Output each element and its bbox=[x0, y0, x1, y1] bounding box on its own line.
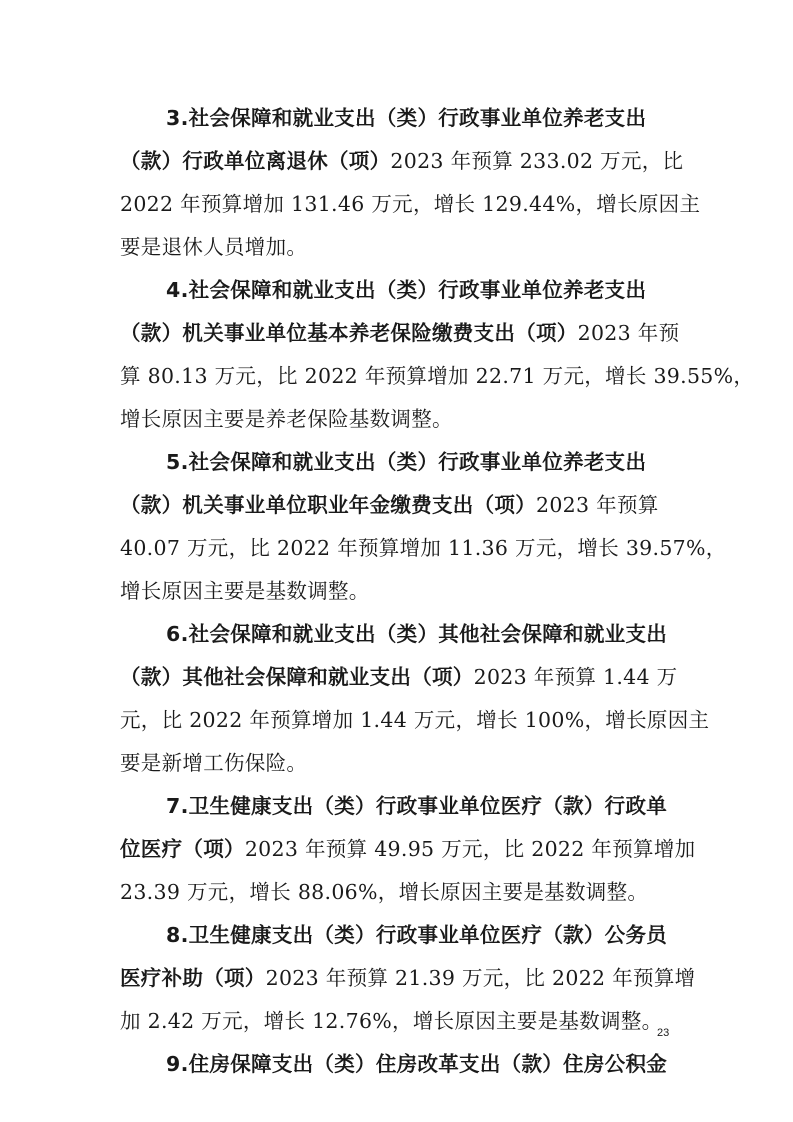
heading-text: 9.住房保障支出（类）住房改革支出（款）住房公积金 bbox=[166, 1052, 668, 1076]
body-text: 2023 年预算 1.44 万 bbox=[473, 665, 678, 689]
body-text: 元，比 2022 年预算增加 1.44 万元，增长 100%，增长原因主 bbox=[120, 708, 710, 732]
heading-text: 7.卫生健康支出（类）行政事业单位医疗（款）行政单 bbox=[166, 794, 668, 818]
body-text: 增长原因主要是基数调整。 bbox=[120, 579, 370, 603]
body-text: 增长原因主要是养老保险基数调整。 bbox=[120, 407, 453, 431]
heading-text: 4.社会保障和就业支出（类）行政事业单位养老支出 bbox=[166, 278, 647, 302]
heading-text: 3.社会保障和就业支出（类）行政事业单位养老支出 bbox=[166, 106, 647, 130]
heading-text: 医疗补助（项） bbox=[120, 966, 266, 990]
body-text: 要是退休人员增加。 bbox=[120, 235, 308, 259]
body-text: 2023 年预算 21.39 万元，比 2022 年预算增 bbox=[265, 966, 696, 990]
body-text: 2023 年预算 49.95 万元，比 2022 年预算增加 bbox=[244, 837, 696, 861]
heading-text: （款）行政单位离退休（项） bbox=[120, 149, 391, 173]
body-text: 23.39 万元，增长 88.06%，增长原因主要是基数调整。 bbox=[120, 880, 649, 904]
body-text: 要是新增工伤保险。 bbox=[120, 751, 308, 775]
body-text: 算 80.13 万元，比 2022 年预算增加 22.71 万元，增长 39.55%， bbox=[120, 364, 755, 388]
heading-text: （款）机关事业单位基本养老保险缴费支出（项） bbox=[120, 321, 578, 345]
heading-text: 8.卫生健康支出（类）行政事业单位医疗（款）公务员 bbox=[166, 923, 668, 947]
heading-text: 5.社会保障和就业支出（类）行政事业单位养老支出 bbox=[166, 450, 647, 474]
body-text: 加 2.42 万元，增长 12.76%，增长原因主要是基数调整。 bbox=[120, 1009, 663, 1033]
heading-text: 位医疗（项） bbox=[120, 837, 245, 861]
heading-text: （款）其他社会保障和就业支出（项） bbox=[120, 665, 474, 689]
heading-text: （款）机关事业单位职业年金缴费支出（项） bbox=[120, 493, 536, 517]
body-text: 2022 年预算增加 131.46 万元，增长 129.44%，增长原因主 bbox=[120, 192, 701, 216]
body-text: 40.07 万元，比 2022 年预算增加 11.36 万元，增长 39.57%， bbox=[120, 536, 727, 560]
body-text: 2023 年预算 233.02 万元，比 bbox=[390, 149, 684, 173]
body-text: 2023 年预 bbox=[577, 321, 680, 345]
body-text: 2023 年预算 bbox=[536, 493, 659, 517]
heading-text: 6.社会保障和就业支出（类）其他社会保障和就业支出 bbox=[166, 622, 668, 646]
page-number: 23 bbox=[657, 1027, 670, 1039]
